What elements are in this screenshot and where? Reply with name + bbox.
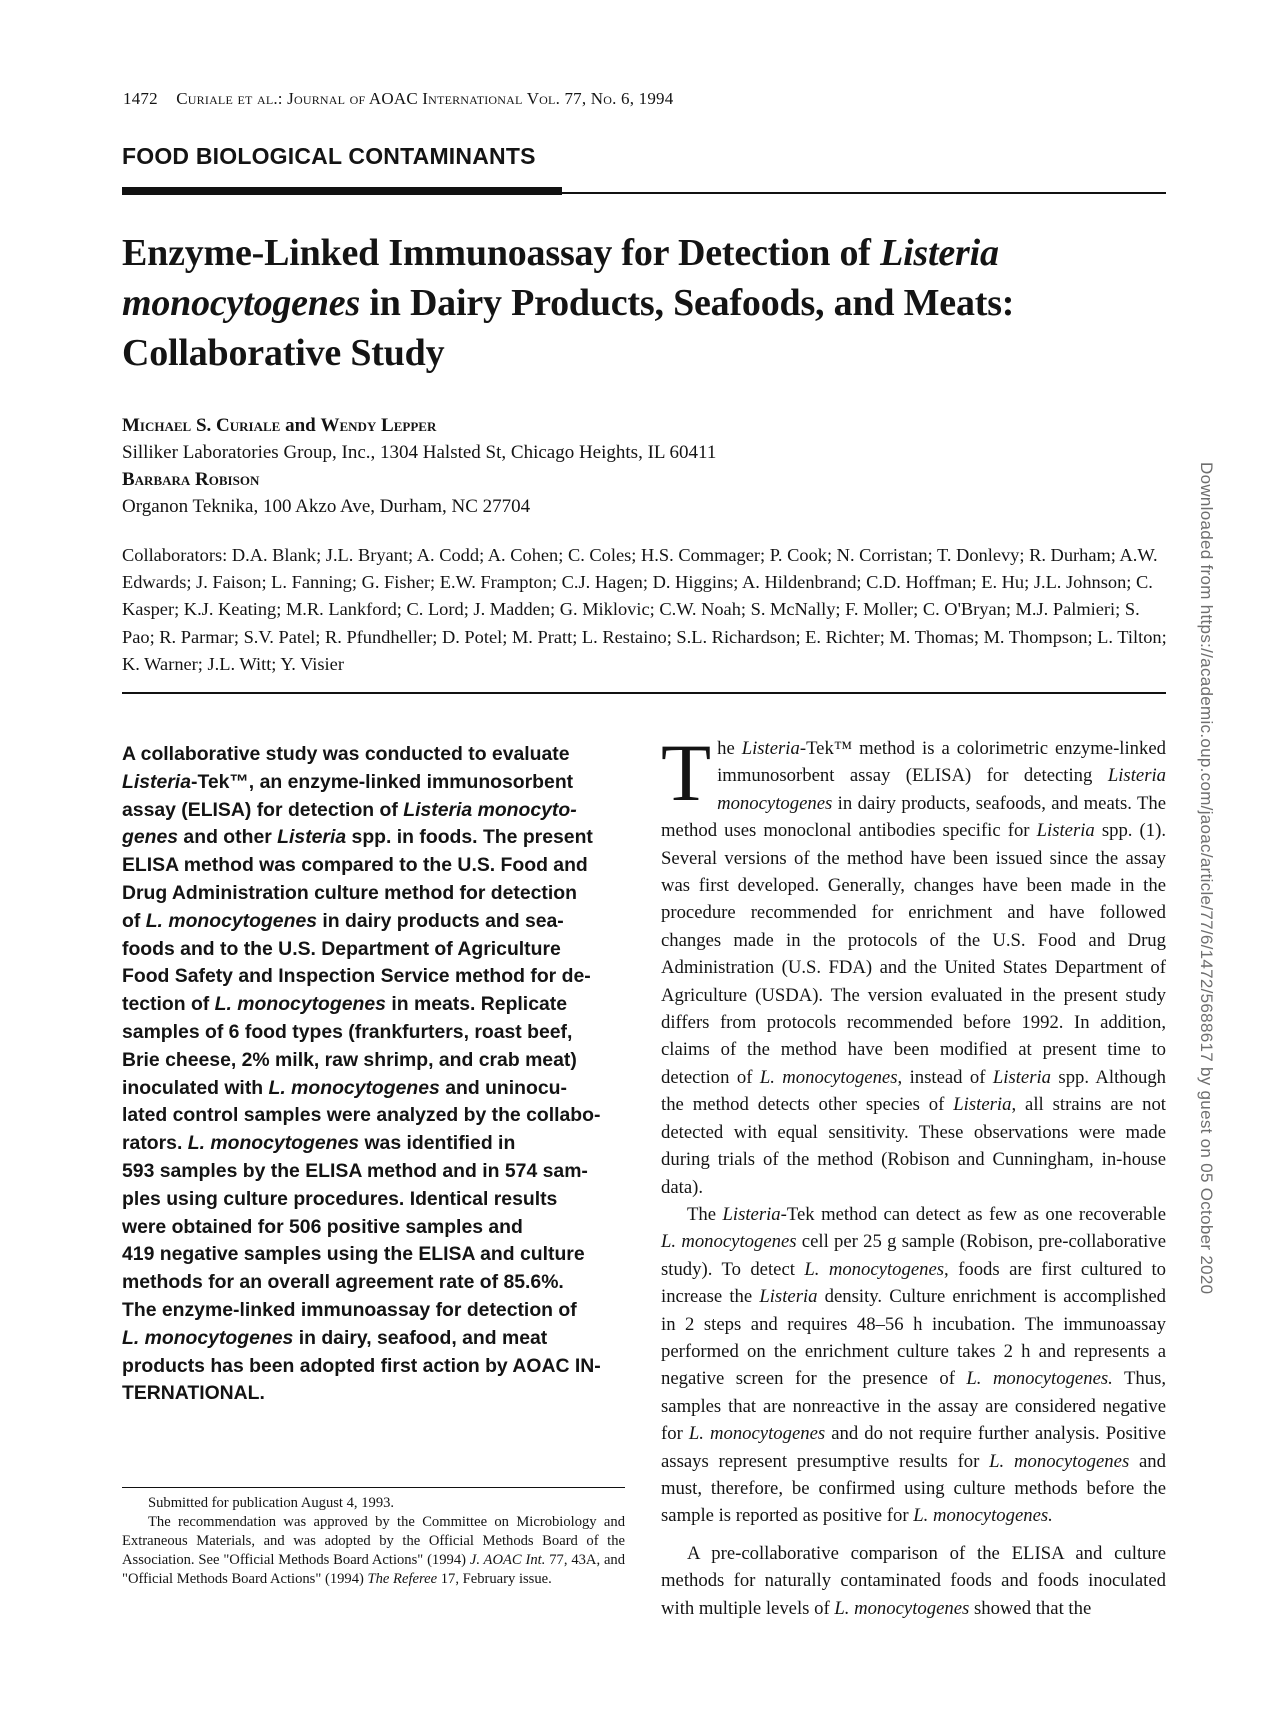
body-paragraph: The Listeria-Tek method can detect as few as one recoverable L. monocytogenes cell per 25 g sample (Robison, pre-collaborative study). To detect L. monocytogenes, foods are first cultured to increase the Listeria density. Culture enrichment is accomplished in 2 steps and requires 48–56 h incubation. The immunoassay performed on the enrichment culture takes 2 h and represents a negative screen for the presence of L. monocytogenes. Thus, samples that are nonreactive in the assay are considered negative for L. monocytogenes and do not require further analysis. Positive assays represent presumptive results for L. monocytogenes and must, therefore, be confirmed using culture methods before the sample is reported as positive for L. monocytogenes. <box>661 1203 1167 1527</box>
body-text <box>661 727 1167 1622</box>
body-paragraph: The Listeria-Tek™ method is a colorimetric enzyme-linked immunosorbent assay (ELISA) for detecting Listeria monocytogenes in dairy products, seafoods, and meats. The method uses monoclonal antibodies specific for Listeria spp. (1). Several versions of the method have been issued since the assay was first developed. Generally, changes have been made in the procedure recommended for enrichment and have followed changes made in the protocols of the U.S. Food and Drug Administration (U.S. FDA) and the United States Department of Agriculture (USDA). The version evaluated in the present study differs from protocols recommended before 1992. In addition, claims of the method have been modified at present time to detection of L. monocytogenes, instead of Listeria spp. Although the method detects other species of Listeria, all strains are not detected with equal sensitivity. These observations were made during trials of the method (Robison and Cunningham, in-house data). <box>661 727 1167 1198</box>
article-title: Enzyme-Linked Immunoassay for Detection of Listeria monocytogenes in Dairy Products, Seafoods, and Meats: Collaborative Study <box>122 232 1015 374</box>
section-rule-thick <box>122 187 562 195</box>
footnotes <box>122 1494 625 1589</box>
author-affiliation: Organon Teknika, 100 Akzo Ave, Durham, NC 27704 <box>122 496 531 517</box>
author-name: Michael S. Curiale <box>122 415 281 436</box>
collaborators-list: Collaborators: D.A. Blank; J.L. Bryant; A. Codd; A. Cohen; C. Coles; H.S. Commager; P. Cook; N. Corristan; T. Donlevy; R. Durham; A.W. Edwards; J. Faison; L. Fanning; G. Fisher; E.W. Frampton; C.J. Hagen; D. Higgins; A. Hildenbrand; C.D. Hoffman; E. Hu; J.L. Johnson; C. Kasper; K.J. Keating; M.R. Lankford; C. Lord; J. Madden; G. Miklovic; C.W. Noah; S. McNally; F. Moller; C. O'Bryan; M.J. Palmieri; S. Pao; R. Parmar; S.V. Patel; R. Pfundheller; D. Potel; M. Pratt; L. Restaino; S.L. Richardson; E. Richter; M. Thomas; M. Thompson; L. Tilton; K. Warner; J.L. Witt; Y. Visier <box>122 545 1167 674</box>
author-affiliation: Silliker Laboratories Group, Inc., 1304 Halsted St, Chicago Heights, IL 60411 <box>122 442 717 463</box>
footnote-rule <box>122 1487 625 1488</box>
header-divider <box>122 692 1166 694</box>
author-name: Barbara Robison <box>122 469 260 490</box>
section-rule-thin <box>562 192 1166 194</box>
abstract: A collaborative study was conducted to evaluate Listeria-Tek™, an enzyme-linked immunosorbent assay (ELISA) for detection of Listeria monocyto- genes and other Listeria spp. in foods. The present ELISA method was compared to the U.S. Food and Drug Administration culture method for detection of L. monocytogenes in dairy products and sea- foods and to the U.S. Department of Agriculture Food Safety and Inspection Service method for de- tection of L. monocytogenes in meats. Replicate samples of 6 food types (frankfurters, roast beef, Brie cheese, 2% milk, raw shrimp, and crab meat) inoculated with L. monocytogenes and uninocu- lated control samples were analyzed by the collabo- rators. L. monocytogenes was identified in 593 samples by the ELISA method and in 574 sam- ples using culture procedures. Identical results were obtained for 506 positive samples and 419 negative samples using the ELISA and culture methods for an overall agreement rate of 85.6%. The enzyme-linked immunoassay for detection of L. monocytogenes in dairy, seafood, and meat products has been adopted first action by AOAC IN- TERNATIONAL. <box>122 743 601 1405</box>
body-paragraph: A pre-collaborative comparison of the ELISA and culture methods for naturally contaminated foods and foods inoculated with multiple levels of L. monocytogenes showed that the <box>661 1542 1166 1619</box>
page-number: 1472 <box>123 89 158 108</box>
drop-cap: T <box>661 727 712 818</box>
section-label: FOOD BIOLOGICAL CONTAMINANTS <box>122 143 536 169</box>
download-watermark: Downloaded from https://academic.oup.com/jaoac/article/77/6/1472/5688617 by guest on 05 October 2020 <box>1197 462 1216 1295</box>
author-name: Wendy Lepper <box>320 415 437 436</box>
running-head <box>123 89 673 109</box>
footnote-recommendation: The recommendation was approved by the Committee on Microbiology and Extraneous Materials, and was adopted by the Official Methods Board of the Association. See "Official Methods Board Actions" (1994) J. AOAC Int. 77, 43A, and "Official Methods Board Actions" (1994) The Referee 17, February issue. <box>122 1514 626 1587</box>
journal-citation: Curiale et al.: Journal of AOAC International Vol. 77, No. 6, 1994 <box>176 89 674 108</box>
footnote-submitted: Submitted for publication August 4, 1993. <box>148 1495 395 1511</box>
author-block: Michael S. Curiale and Wendy Lepper Silliker Laboratories Group, Inc., 1304 Halsted St, Chicago Heights, IL 60411 Barbara Robison Organon Teknika, 100 Akzo Ave, Durham, NC 27704 <box>122 412 1162 520</box>
